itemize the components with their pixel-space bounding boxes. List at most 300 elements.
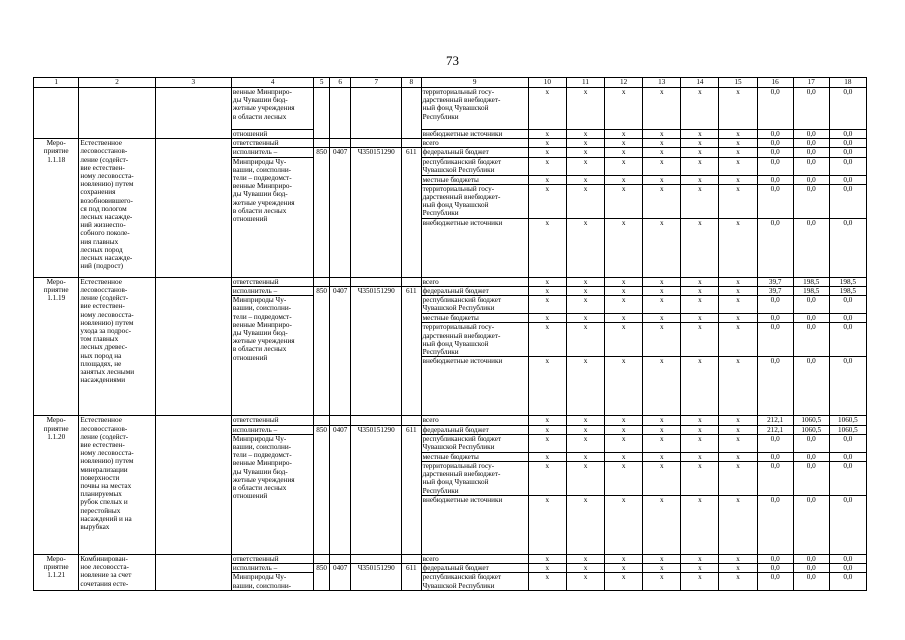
code-5: 850 [314,148,329,277]
empty-cell [155,555,231,591]
flag-cell: x [605,88,643,130]
flag-cell: x [528,157,566,175]
code-cell [402,416,422,425]
flag-cell: x [681,277,719,286]
source-cell: республиканский бюджет Чувашской Республики [421,573,528,591]
flag-cell: x [643,496,681,555]
code-8: 611 [402,287,422,416]
value-cell: 0,0 [829,434,866,452]
code-7: Ч350151290 [351,425,402,554]
column-number: 11 [566,78,604,88]
table-row [34,416,867,425]
flag-cell: x [528,314,566,323]
value-cell: 198,5 [829,277,866,286]
value-cell: 0,0 [829,88,866,130]
flag-cell: x [643,277,681,286]
flag-cell: x [643,88,681,130]
table-row [34,277,867,286]
flag-cell: x [643,296,681,314]
value-cell: 0,0 [757,130,793,139]
code-cell [351,88,402,139]
source-cell: федеральный бюджет [421,287,528,296]
flag-cell: x [566,296,604,314]
flag-cell: x [605,573,643,591]
flag-cell: x [681,323,719,357]
flag-cell: x [528,452,566,461]
flag-cell: x [719,184,757,218]
code-6: 0407 [329,148,351,277]
flag-cell: x [719,218,757,277]
flag-cell: x [605,314,643,323]
code-cell [351,555,402,564]
code-cell [402,88,422,139]
flag-cell: x [605,496,643,555]
flag-cell: x [605,139,643,148]
flag-cell: x [681,564,719,573]
code-cell [351,139,402,148]
value-cell: 0,0 [793,218,829,277]
value-cell: 0,0 [829,175,866,184]
flag-cell: x [605,218,643,277]
flag-cell: x [605,175,643,184]
column-number: 17 [793,78,829,88]
flag-cell: x [528,88,566,130]
column-number: 9 [421,78,528,88]
value-cell: 1060,5 [793,425,829,434]
event-label: Меро- приятие 1.1.18 [34,139,79,278]
value-cell: 0,0 [829,148,866,157]
flag-cell: x [528,434,566,452]
source-cell: внебюджетные источники [421,496,528,555]
code-cell [314,88,329,139]
value-cell: 0,0 [829,139,866,148]
code-6: 0407 [329,564,351,591]
flag-cell: x [605,357,643,416]
value-cell: 0,0 [829,157,866,175]
column-number: 16 [757,78,793,88]
page-number: 73 [446,53,459,68]
flag-cell: x [605,157,643,175]
value-cell: 0,0 [757,175,793,184]
column-number: 14 [681,78,719,88]
flag-cell: x [719,314,757,323]
code-7: Ч350151290 [351,148,402,277]
flag-cell: x [719,357,757,416]
value-cell: 0,0 [757,462,793,496]
flag-cell: x [681,416,719,425]
source-cell: внебюджетные источники [421,218,528,277]
code-cell [329,555,351,564]
value-cell: 0,0 [757,496,793,555]
source-cell: всего [421,555,528,564]
code-7: Ч350151290 [351,564,402,591]
flag-cell: x [566,573,604,591]
flag-cell: x [528,425,566,434]
value-cell: 0,0 [757,573,793,591]
value-cell: 0,0 [829,357,866,416]
value-cell: 0,0 [793,157,829,175]
code-cell [402,555,422,564]
flag-cell: x [528,130,566,139]
flag-cell: x [643,314,681,323]
value-cell: 0,0 [793,564,829,573]
flag-cell: x [605,564,643,573]
value-cell: 0,0 [793,314,829,323]
source-cell: республиканский бюджет Чувашской Республики [421,434,528,452]
value-cell: 0,0 [793,555,829,564]
flag-cell: x [681,184,719,218]
value-cell: 0,0 [829,496,866,555]
table-row [34,555,867,564]
value-cell: 198,5 [793,277,829,286]
source-cell: территориальный госу- дарственный внебюджет- ный фонд Чувашской Республики [421,88,528,130]
value-cell: 0,0 [757,88,793,130]
flag-cell: x [681,296,719,314]
value-cell: 0,0 [757,555,793,564]
flag-cell: x [643,357,681,416]
flag-cell: x [719,496,757,555]
source-cell: территориальный госу- дарственный внебюджет- ный фонд Чувашской Республики [421,323,528,357]
flag-cell: x [719,323,757,357]
flag-cell: x [643,462,681,496]
flag-cell: x [719,130,757,139]
executor-cell: венные Минприро- ды Чувашии бюд- жетные учреждения в области лесных [231,88,313,130]
flag-cell: x [566,564,604,573]
flag-cell: x [643,139,681,148]
flag-cell: x [605,130,643,139]
source-cell: местные бюджеты [421,175,528,184]
source-cell: территориальный госу- дарственный внебюджет- ный фонд Чувашской Республики [421,184,528,218]
event-label: Меро- приятие 1.1.21 [34,555,79,591]
flag-cell: x [681,130,719,139]
flag-cell: x [643,130,681,139]
executor-cell: Минприроды Чу- вашии, соисполни- тели – подведомст- венные Минприро- ды Чувашии бюд- жетные учреждения в области лесных отношений [231,434,313,554]
code-5: 850 [314,564,329,591]
event-label: Меро- приятие 1.1.19 [34,277,79,416]
column-number: 4 [231,78,313,88]
code-cell [329,277,351,286]
source-cell: республиканский бюджет Чувашской Республики [421,296,528,314]
source-cell: федеральный бюджет [421,425,528,434]
flag-cell: x [681,425,719,434]
flag-cell: x [566,323,604,357]
value-cell: 0,0 [829,555,866,564]
column-number: 6 [329,78,351,88]
flag-cell: x [643,323,681,357]
code-8: 611 [402,425,422,554]
flag-cell: x [605,434,643,452]
value-cell: 0,0 [757,357,793,416]
flag-cell: x [643,287,681,296]
value-cell: 0,0 [793,452,829,461]
flag-cell: x [719,564,757,573]
value-cell: 212,1 [757,416,793,425]
flag-cell: x [605,555,643,564]
event-description: Естественное лесовосстанов- ление (содейст- вие естествен- ному лесовосста- новлению) путем ухода за подрос- том главных лесных древес- ных пород на площадях, не занятых лесными насаждениями [79,277,155,416]
value-cell: 0,0 [793,148,829,157]
code-8: 611 [402,148,422,277]
value-cell: 0,0 [757,139,793,148]
flag-cell: x [605,277,643,286]
flag-cell: x [528,184,566,218]
value-cell: 0,0 [793,573,829,591]
flag-cell: x [643,434,681,452]
value-cell: 0,0 [829,296,866,314]
value-cell: 1060,5 [829,416,866,425]
flag-cell: x [681,175,719,184]
column-number: 10 [528,78,566,88]
header-row [34,78,867,88]
flag-cell: x [528,462,566,496]
flag-cell: x [643,175,681,184]
executor-cell: исполнитель – [231,148,313,157]
flag-cell: x [681,357,719,416]
flag-cell: x [528,555,566,564]
value-cell: 0,0 [829,564,866,573]
flag-cell: x [566,462,604,496]
flag-cell: x [643,184,681,218]
value-cell: 0,0 [829,323,866,357]
flag-cell: x [566,555,604,564]
flag-cell: x [719,434,757,452]
code-8: 611 [402,564,422,591]
flag-cell: x [566,425,604,434]
flag-cell: x [681,555,719,564]
flag-cell: x [643,148,681,157]
flag-cell: x [566,452,604,461]
value-cell: 0,0 [829,314,866,323]
desc-cell [79,88,155,139]
value-cell: 0,0 [757,314,793,323]
value-cell: 0,0 [829,184,866,218]
code-cell [329,416,351,425]
source-cell: федеральный бюджет [421,148,528,157]
event-label: Меро- приятие 1.1.20 [34,416,79,555]
value-cell: 0,0 [793,323,829,357]
executor-cell: ответственный [231,416,313,425]
flag-cell: x [643,157,681,175]
flag-cell: x [566,148,604,157]
value-cell: 39,7 [757,287,793,296]
value-cell: 198,5 [793,287,829,296]
column-number: 5 [314,78,329,88]
value-cell: 0,0 [757,157,793,175]
flag-cell: x [566,218,604,277]
flag-cell: x [528,175,566,184]
value-cell: 0,0 [757,323,793,357]
flag-cell: x [643,573,681,591]
code-cell [329,139,351,148]
flag-cell: x [528,296,566,314]
empty-cell [155,416,231,555]
flag-cell: x [643,564,681,573]
flag-cell: x [528,357,566,416]
executor-cell: Минприроды Чу- вашии, соисполни- тели – подведомст- венные Минприро- ды Чувашии бюд- жетные учреждения в области лесных отношений [231,157,313,277]
flag-cell: x [719,175,757,184]
flag-cell: x [719,296,757,314]
value-cell: 0,0 [793,175,829,184]
flag-cell: x [719,139,757,148]
flag-cell: x [681,434,719,452]
executor-cell: Минприроды Чу- вашии, соисполни- тели – подведомст- венные Минприро- ды Чувашии бюд- жетные учреждения в области лесных отношений [231,296,313,416]
flag-cell: x [605,462,643,496]
executor-cell: ответственный [231,555,313,564]
flag-cell: x [719,462,757,496]
flag-cell: x [566,130,604,139]
flag-cell: x [605,296,643,314]
value-cell: 0,0 [829,452,866,461]
code-cell [351,277,402,286]
flag-cell: x [566,357,604,416]
flag-cell: x [605,287,643,296]
flag-cell: x [719,148,757,157]
value-cell: 0,0 [757,564,793,573]
source-cell: всего [421,277,528,286]
event-cell [34,88,79,139]
flag-cell: x [605,425,643,434]
flag-cell: x [566,416,604,425]
flag-cell: x [566,88,604,130]
flag-cell: x [719,573,757,591]
executor-cell: отношений [231,130,313,139]
value-cell: 0,0 [793,130,829,139]
column-number: 13 [643,78,681,88]
flag-cell: x [605,148,643,157]
source-cell: внебюджетные источники [421,357,528,416]
value-cell: 198,5 [829,287,866,296]
source-cell: местные бюджеты [421,452,528,461]
column-number: 7 [351,78,402,88]
flag-cell: x [681,148,719,157]
flag-cell: x [681,573,719,591]
event-description: Естественное лесовосстанов- ление (содейст- вие естествен- ному лесовосста- новлению) путем сохранения возобновившего- ся под пологом лесных насажде- ний жизнеспо- собного поколе- ния главных лесных пород лесных насажде- ний (подрост) [79,139,155,278]
flag-cell: x [719,425,757,434]
column-number: 18 [829,78,866,88]
executor-cell: исполнитель – [231,564,313,573]
flag-cell: x [605,184,643,218]
flag-cell: x [681,314,719,323]
flag-cell: x [566,287,604,296]
column-number: 3 [155,78,231,88]
value-cell: 0,0 [793,357,829,416]
value-cell: 212,1 [757,425,793,434]
source-cell: республиканский бюджет Чувашской Республики [421,157,528,175]
value-cell: 0,0 [757,218,793,277]
flag-cell: x [528,139,566,148]
table-row [34,88,867,130]
code-6: 0407 [329,287,351,416]
flag-cell: x [681,452,719,461]
source-cell: местные бюджеты [421,314,528,323]
flag-cell: x [719,452,757,461]
flag-cell: x [681,218,719,277]
value-cell: 1060,5 [829,425,866,434]
flag-cell: x [528,564,566,573]
empty-cell [155,139,231,278]
flag-cell: x [681,139,719,148]
value-cell: 0,0 [829,130,866,139]
flag-cell: x [528,218,566,277]
executor-cell: ответственный [231,139,313,148]
flag-cell: x [681,462,719,496]
value-cell: 0,0 [793,88,829,130]
flag-cell: x [719,416,757,425]
flag-cell: x [528,287,566,296]
event-description: Комбинирован- ное лесовосста- новление за счет сочетания есте- [79,555,155,591]
column-number: 12 [605,78,643,88]
value-cell: 0,0 [757,148,793,157]
flag-cell: x [528,573,566,591]
flag-cell: x [605,416,643,425]
flag-cell: x [643,416,681,425]
source-cell: всего [421,139,528,148]
flag-cell: x [719,277,757,286]
flag-cell: x [643,555,681,564]
value-cell: 0,0 [757,296,793,314]
empty-cell [155,277,231,416]
value-cell: 0,0 [829,462,866,496]
column-number: 8 [402,78,422,88]
executor-cell: Минприроды Чу- вашии, соисполни- [231,573,313,591]
flag-cell: x [566,314,604,323]
flag-cell: x [643,452,681,461]
flag-cell: x [681,157,719,175]
flag-cell: x [605,323,643,357]
flag-cell: x [719,555,757,564]
flag-cell: x [681,88,719,130]
flag-cell: x [566,157,604,175]
value-cell: 0,0 [829,573,866,591]
flag-cell: x [566,139,604,148]
flag-cell: x [643,425,681,434]
flag-cell: x [566,496,604,555]
source-cell: территориальный госу- дарственный внебюджет- ный фонд Чувашской Республики [421,462,528,496]
value-cell: 0,0 [757,434,793,452]
value-cell: 0,0 [793,139,829,148]
code-6: 0407 [329,425,351,554]
value-cell: 0,0 [757,452,793,461]
code-5: 850 [314,425,329,554]
code-cell [314,555,329,564]
code-5: 850 [314,287,329,416]
empty-cell [155,88,231,139]
source-cell: всего [421,416,528,425]
flag-cell: x [566,277,604,286]
code-cell [329,88,351,139]
flag-cell: x [528,277,566,286]
budget-table [33,77,867,591]
code-cell [402,139,422,148]
flag-cell: x [681,496,719,555]
executor-cell: исполнитель – [231,287,313,296]
source-cell: внебюджетные источники [421,130,528,139]
value-cell: 0,0 [793,462,829,496]
executor-cell: исполнитель – [231,425,313,434]
value-cell: 39,7 [757,277,793,286]
value-cell: 0,0 [793,434,829,452]
flag-cell: x [566,184,604,218]
flag-cell: x [528,323,566,357]
flag-cell: x [719,157,757,175]
column-number: 15 [719,78,757,88]
value-cell: 0,0 [757,184,793,218]
code-7: Ч350151290 [351,287,402,416]
flag-cell: x [528,148,566,157]
flag-cell: x [566,434,604,452]
executor-cell: ответственный [231,277,313,286]
flag-cell: x [528,416,566,425]
code-cell [314,416,329,425]
